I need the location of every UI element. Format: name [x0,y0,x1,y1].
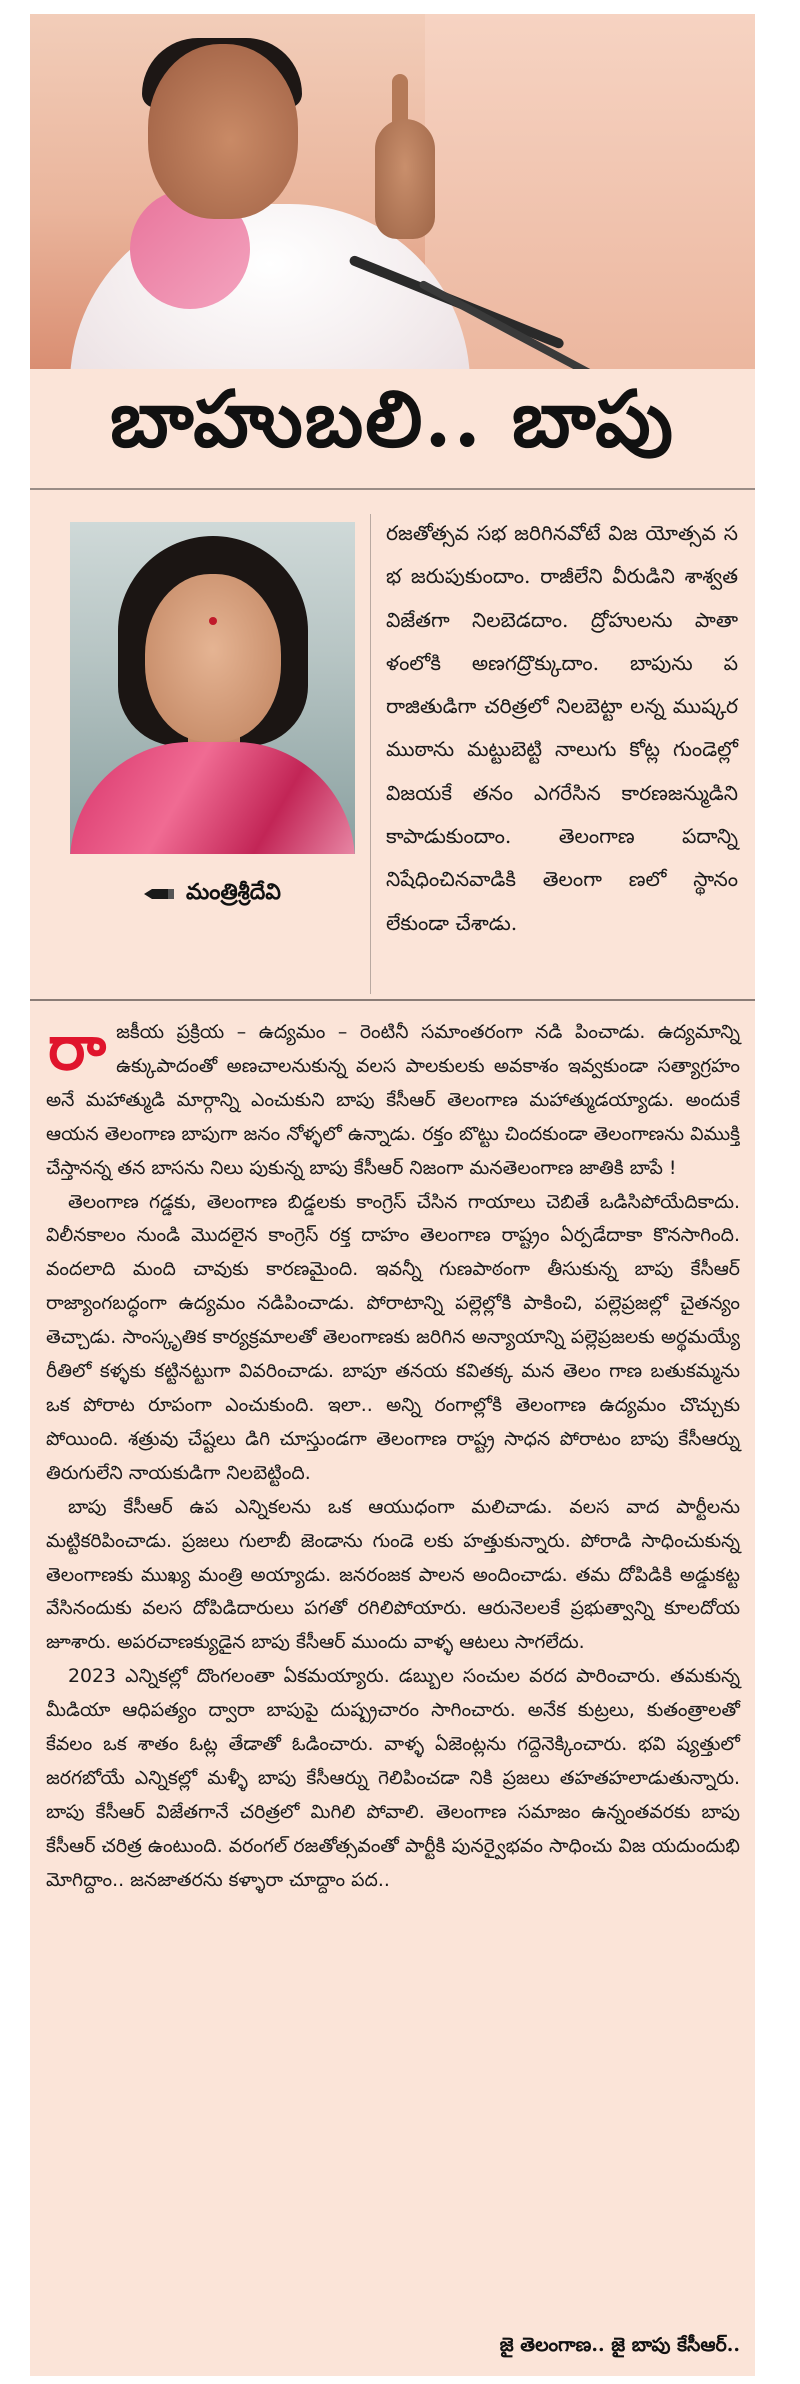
article-page [30,14,755,2376]
body-rule [30,999,755,1001]
body-paragraph-3: బాపు కేసీఆర్ ఉప ఎన్నికలను ఒక ఆయుధంగా మలిచాడు. వలస వాద పార్టీలను మట్టికరిపించాడు. ప్రజలు గులాబీ జెండాను గుండె లకు హత్తుకున్నారు. పోరాడి సాధించుకున్న తెలంగాణకు ముఖ్య మంత్రి అయ్యాడు. జనరంజక పాలన అందించాడు. తమ దోపిడికి అడ్డుకట్ట వేసినందుకు వలస దోపిడిదారులు పగతో రగిలిపోయారు. ఆరునెలలకే ప్రభుత్వాన్ని కూలదోయ జూశారు. అపరచాణక్యుడైన బాపు కేసీఆర్ ముందు వాళ్ళ ఆటలు సాగలేదు. [46,1495,740,1654]
author-byline: మంత్రిశ్రీదేవి [186,878,281,905]
body-paragraph-4: 2023 ఎన్నికల్లో దొంగలంతా ఏకమయ్యారు. డబ్బుల సంచుల వరద పారించారు. తమకున్న మీడియా ఆధిపత్యం ద్వారా బాపుపై దుష్ప్రచారం సాగించారు. అనేక కుట్రలు, కుతంత్రాలతో కేవలం ఒక శాతం ఓట్ల తేడాతో ఓడించారు. వాళ్ళ ఏజెంట్లను గద్దెనెక్కించారు. భవి ష్యత్తులో జరగబోయే ఎన్నికల్లో మళ్ళీ బాపు కేసీఆర్ను గెలిపించడా నికి ప్రజలు తహతహలాడుతున్నారు. బాపు కేసీఆర్ విజేతగానే చరిత్రలో మిగిలి పోవాలి. తెలంగాణ సమాజం ఉన్నంతవరకు బాపు కేసీఆర్ చరిత్ర ఉంటుంది. వరంగల్ రజతోత్సవంతో పార్టీకి పునర్వైభవం సాధించు విజ యదుందుభి మోగిద్దాం.. జనజాతరను కళ్ళారా చూద్దాం పద.. [46,1665,740,1891]
headline: బాహుబలి.. బాపు [110,374,675,465]
article-body [46,1011,740,1898]
byline-row [70,872,355,916]
speaker-hand [375,119,435,239]
headline-rule [30,488,755,490]
pen-icon [144,887,176,901]
portrait-face [145,574,281,742]
portrait-bindi [209,617,217,625]
signoff: జై తెలంగాణ.. జై బాపు కేసీఆర్.. [499,2334,740,2356]
body-paragraph-1-text: జకీయ ప్రక్రియ – ఉద్యమం – రెంటినీ సమాంతరంగా నడి పించాడు. ఉద్యమాన్ని ఉక్కుపాదంతో అణచాలనుకున్న వలస పాలకులకు అవకాశం ఇవ్వకుండా సత్యాగ్రహం అనే మహాత్ముడి మార్గాన్ని ఎంచుకుని బాపు కేసీఆర్ తెలంగాణ మహాత్ముడయ్యాడు. అందుకే ఆయన తెలంగాణ బాపుగా జనం నోళ్ళలో ఉన్నాడు. రక్తం బొట్టు చిందకుండా తెలంగాణను విముక్తి చేస్తానన్న తన బాసను నిలు పుకున్న బాపు కేసీఆర్ నిజంగా మనతెలంగాణ జాతికి బాపే ! [46,1021,740,1179]
intro-paragraph: రజతోత్సవ సభ జరిగినవోటే విజ యోత్సవ సభ జరుపుకుందాం. రాజీలేని వీరుడిని శాశ్వత విజేతగా నిలబెడదాం. ద్రోహులను పాతా ళంలోకి అణగద్రొక్కుదాం. బాపును పరాజితుడిగా చరిత్రలో నిలబెట్టా లన్న ముష్కరముఠాను మట్టుబెట్టి నాలుగు కోట్ల గుండెల్లో విజయకే తనం ఎగరేసిన కారణజన్ముడిని కాపాడుకుందాం. తెలంగాణ పదాన్ని నిషేధించినవాడికి తెలంగా ణలో స్థానం లేకుండా చేశాడు. [386,521,738,935]
body-paragraph-1 [46,1011,740,1186]
portrait-saree [70,742,355,854]
column-divider [370,514,371,994]
dropcap: రా [48,1011,107,1084]
speaker-head [148,44,298,219]
hero-photo [30,14,755,369]
body-paragraph-2: తెలంగాణ గడ్డకు, తెలంగాణ బిడ్డలకు కాంగ్రెస్ చేసిన గాయాలు చెబితే ఒడిసిపోయేదికాదు. విలీనకాలం నుండి మొదలైన కాంగ్రెస్ రక్త దాహం తెలంగాణ రాష్ట్రం ఏర్పడేదాకా కొనసాగింది. వందలాది మంది చావుకు కారణమైంది. ఇవన్నీ గుణపాఠంగా తీసుకున్న బాపు కేసీఆర్ రాజ్యాంగబద్ధంగా ఉద్యమం నడిపించాడు. పోరాటాన్ని పల్లెల్లోకి పాకించి, పల్లెప్రజల్లో చైతన్యం తెచ్చాడు. సాంస్కృతిక కార్యక్రమాలతో తెలంగాణకు జరిగిన అన్యాయాన్ని పల్లెప్రజలకు అర్థమయ్యే రీతిలో కళ్ళకు కట్టినట్టుగా వివరించాడు. బాపూ తనయ కవితక్క మన తెలం గాణ బతుకమ్మను ఒక పోరాట రూపంగా ఎంచుకుంది. ఇలా.. అన్ని రంగాల్లోకి తెలంగాణ ఉద్యమం చొచ్చుకు పోయింది. శత్రువు చేష్టలు డిగి చూస్తుండగా తెలంగాణ రాష్ట్ర సాధన పోరాటం బాపు కేసీఆర్ను తిరుగులేని నాయకుడిగా నిలబెట్టింది. [46,1190,740,1484]
author-portrait [70,522,355,854]
